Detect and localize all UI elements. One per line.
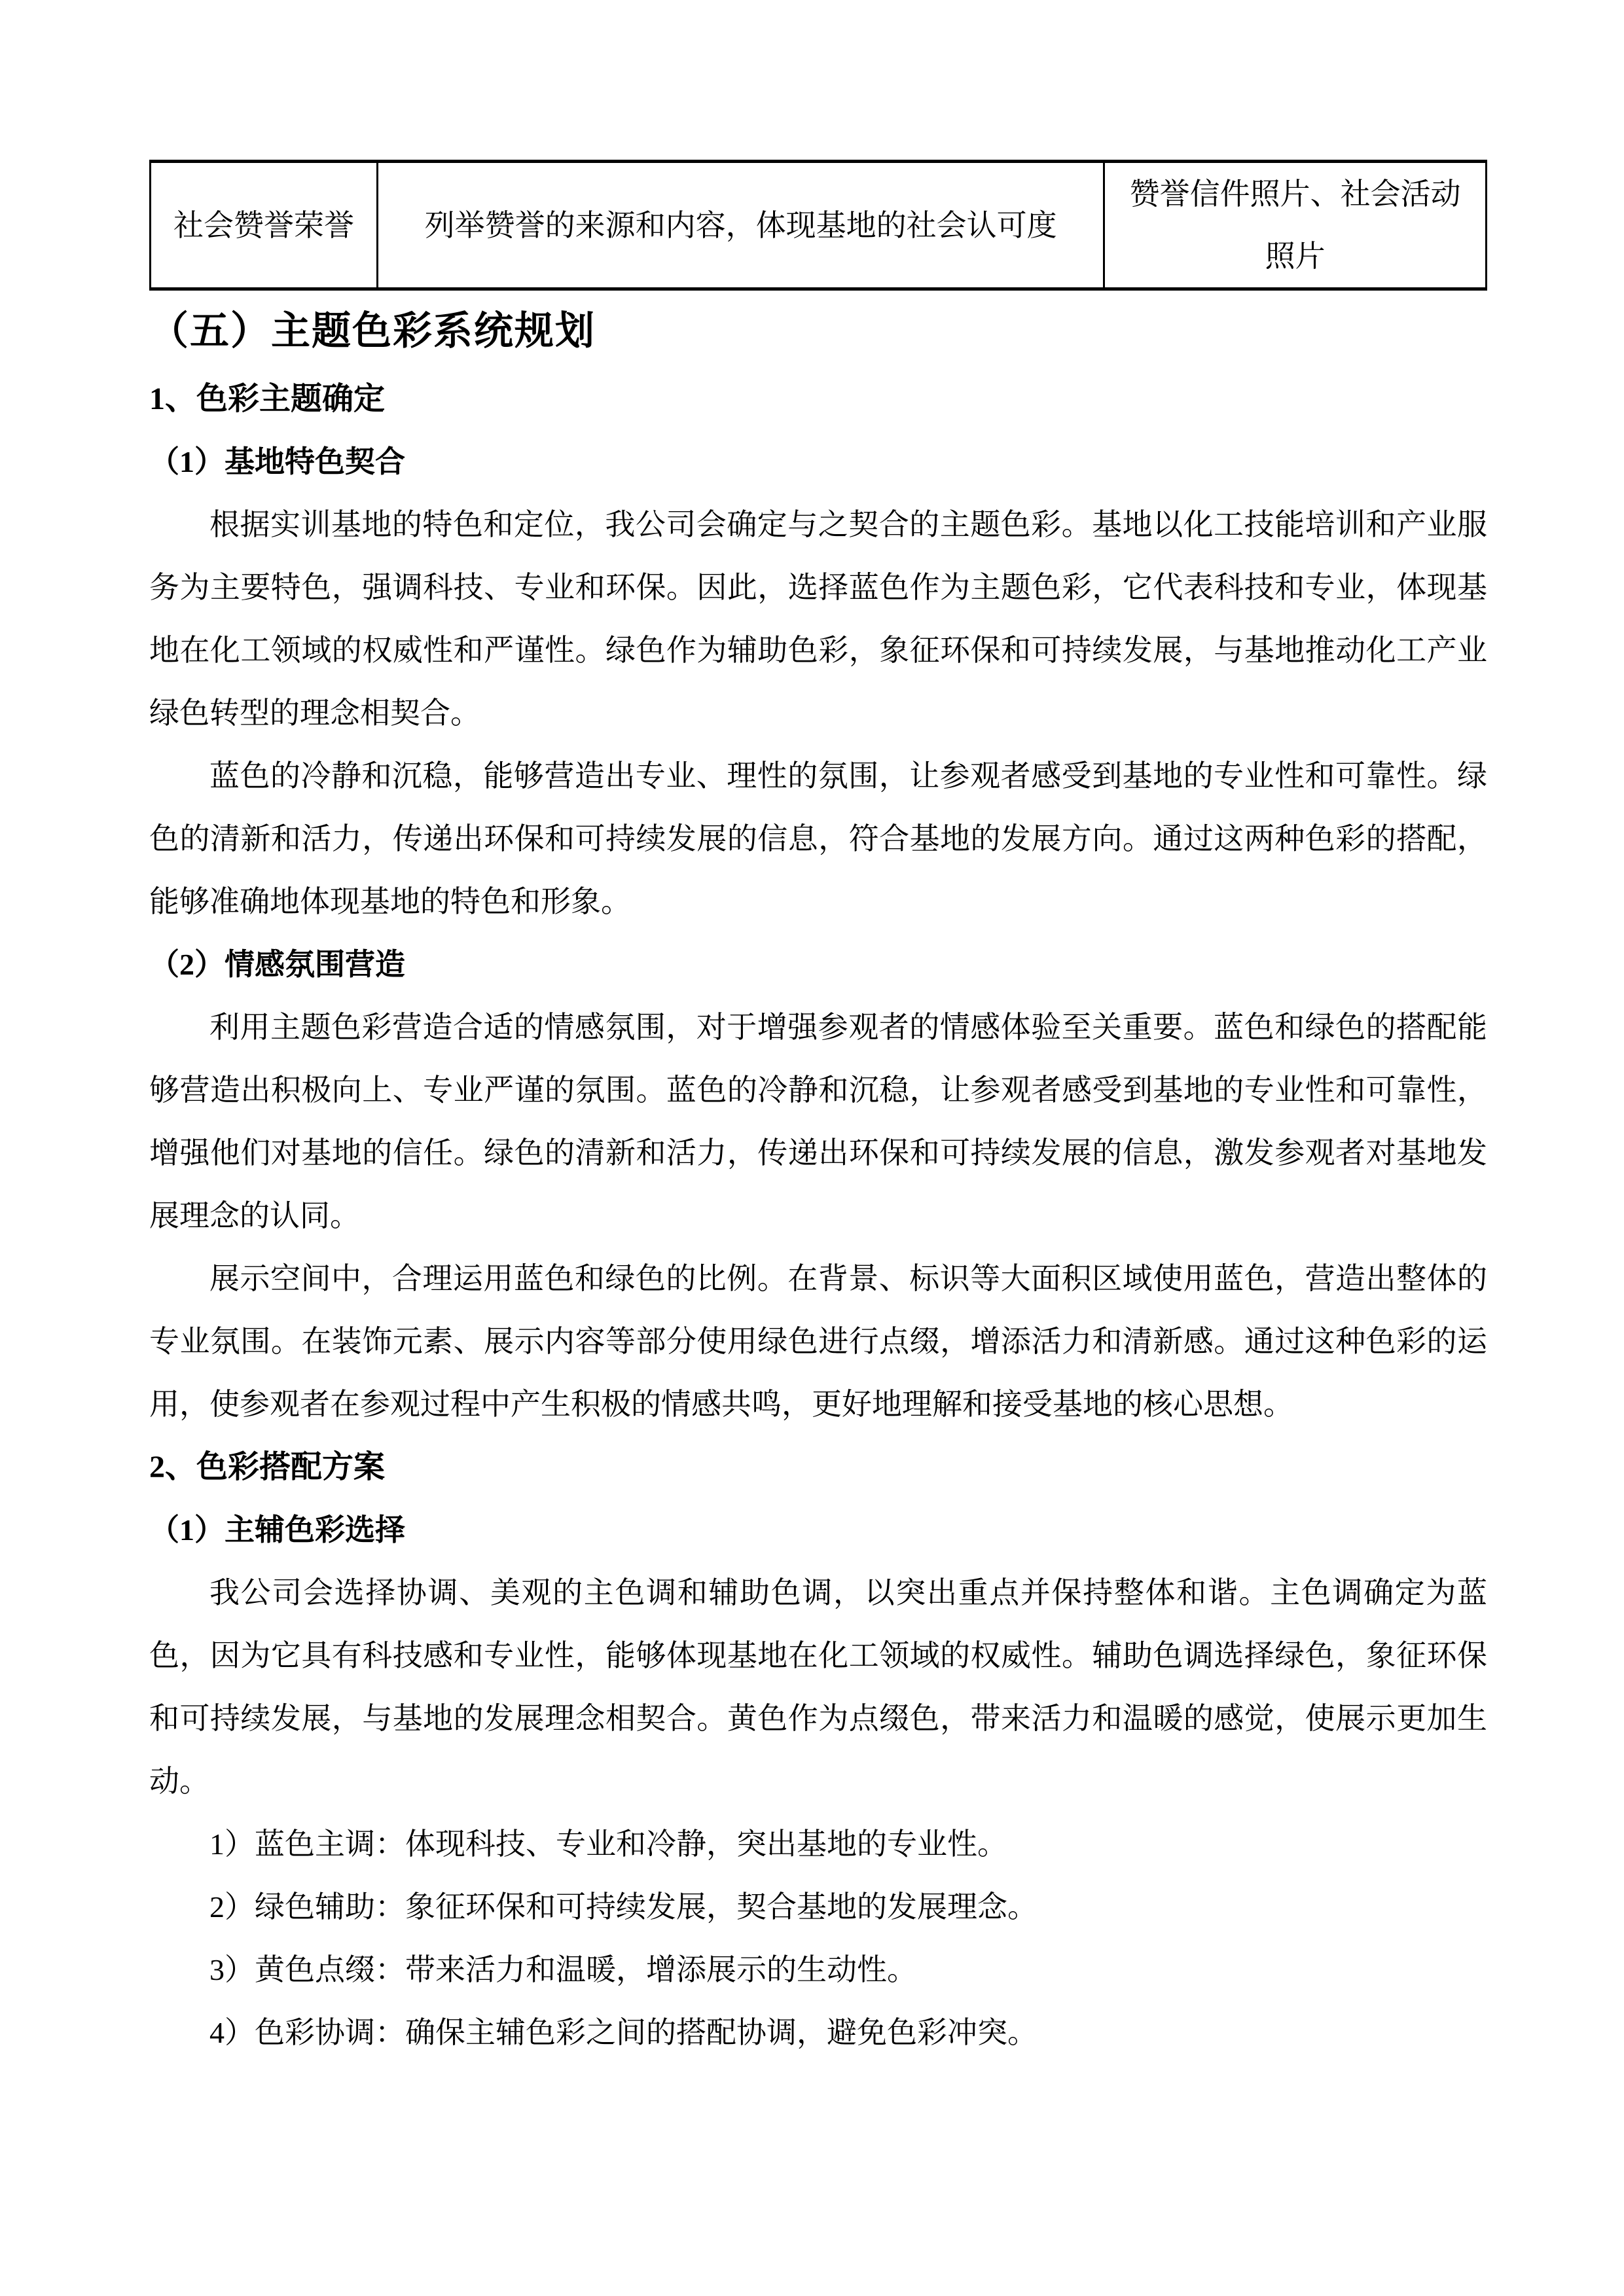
item-heading-main-aux-color: （1）主辅色彩选择	[149, 1513, 405, 1547]
subsection-heading-color-scheme: 2、色彩搭配方案	[149, 1450, 386, 1484]
table-cell-honor-evidence: 赞誉信件照片、社会活动照片	[1104, 162, 1487, 289]
table-row	[151, 162, 1487, 289]
paragraph-emotion-2: 展示空间中，合理运用蓝色和绿色的比例。在背景、标识等大面积区域使用蓝色，营造出整体的专业氛围。在装饰元素、展示内容等部分使用绿色进行点缀，增添活力和清新感。通过这种色彩的运用，使参观者在参观过程中产生积极的情感共鸣，更好地理解和接受基地的核心思想。	[149, 1262, 1487, 1421]
list-item-blue-main: 1）蓝色主调：体现科技、专业和冷静，突出基地的专业性。	[209, 1827, 1007, 1861]
list-item-yellow-accent: 3）黄色点缀：带来活力和温暖，增添展示的生动性。	[209, 1953, 917, 1986]
item-heading-base-feature-fit: （1）基地特色契合	[149, 445, 405, 478]
section-heading-color-system: （五）主题色彩系统规划	[149, 310, 596, 353]
subsection-heading-color-theme: 1、色彩主题确定	[149, 382, 386, 416]
paragraph-main-aux-color: 我公司会选择协调、美观的主色调和辅助色调，以突出重点并保持整体和谐。主色调确定为蓝色，因为它具有科技感和专业性，能够体现基地在化工领域的权威性。辅助色调选择绿色，象征环保和可持续发展，与基地的发展理念相契合。黄色作为点缀色，带来活力和温暖的感觉，使展示更加生动。	[149, 1576, 1487, 1798]
paragraph-emotion-1: 利用主题色彩营造合适的情感氛围，对于增强参观者的情感体验至关重要。蓝色和绿色的搭配能够营造出积极向上、专业严谨的氛围。蓝色的冷静和沉稳，让参观者感受到基地的专业性和可靠性，增强他们对基地的信任。绿色的清新和活力，传递出环保和可持续发展的信息，激发参观者对基地发展理念的认同。	[149, 1011, 1487, 1232]
social-honor-table	[149, 160, 1487, 291]
table-cell-honor-description: 列举赞誉的来源和内容，体现基地的社会认可度	[377, 162, 1104, 289]
list-item-green-aux: 2）绿色辅助：象征环保和可持续发展，契合基地的发展理念。	[209, 1890, 1038, 1924]
item-heading-emotion-atmosphere: （2）情感氛围营造	[149, 948, 405, 981]
table-cell-honor-category: 社会赞誉荣誉	[151, 162, 378, 289]
paragraph-base-feature-2: 蓝色的冷静和沉稳，能够营造出专业、理性的氛围，让参观者感受到基地的专业性和可靠性。绿色的清新和活力，传递出环保和可持续发展的信息，符合基地的发展方向。通过这两种色彩的搭配，能够准确地体现基地的特色和形象。	[149, 759, 1487, 918]
list-item-color-harmony: 4）色彩协调：确保主辅色彩之间的搭配协调，避免色彩冲突。	[209, 2016, 1038, 2049]
paragraph-base-feature-1: 根据实训基地的特色和定位，我公司会确定与之契合的主题色彩。基地以化工技能培训和产业服务为主要特色，强调科技、专业和环保。因此，选择蓝色作为主题色彩，它代表科技和专业，体现基地在化工领域的权威性和严谨性。绿色作为辅助色彩，象征环保和可持续发展，与基地推动化工产业绿色转型的理念相契合。	[149, 508, 1487, 730]
